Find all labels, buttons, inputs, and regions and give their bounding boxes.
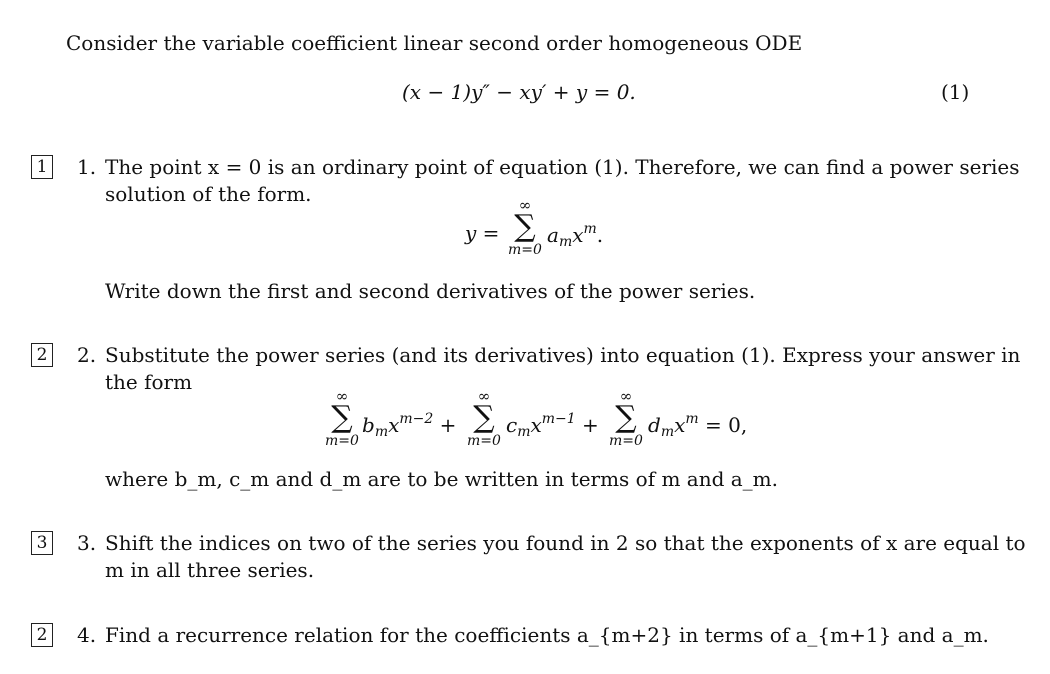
question-2-line1: Substitute the power series (and its derivatives) into equation (1). Express your answer in (105, 343, 1021, 367)
question-number-2: 2. (77, 343, 97, 367)
main-equation: (x − 1)y″ − xy′ + y = 0. (402, 80, 636, 104)
q1-sum-upper: ∞ (518, 196, 532, 214)
q2-term-3 (648, 411, 747, 440)
q2-summation-1 (322, 389, 362, 449)
q2-sum1-lower: m=0 (325, 433, 359, 449)
question-1-after: Write down the first and second derivatives of the power series. (105, 279, 756, 303)
q2-t2-sub: m (517, 424, 531, 440)
marks-box-q3: 3 (31, 531, 53, 555)
q1-formula-term (547, 221, 603, 250)
q2-t3-coef: d (648, 413, 661, 437)
q2-t1-sup: m−2 (399, 411, 434, 427)
q2-sum1-upper: ∞ (335, 387, 349, 405)
q2-sum2-lower: m=0 (467, 433, 501, 449)
question-1-line1: The point x = 0 is an ordinary point of equation (1). Therefore, we can find a power series (105, 155, 1020, 179)
question-3-line1: Shift the indices on two of the series you found in 2 so that the exponents of x are equal to (105, 531, 1026, 555)
question-number-3: 3. (77, 531, 97, 555)
q2-t3-x: x (674, 413, 686, 437)
q1-x: x (572, 223, 584, 247)
q2-t3-sup: m (685, 411, 699, 427)
q2-t3-op: = 0, (705, 413, 748, 437)
q1-coef: a (547, 223, 559, 247)
q2-t1-x: x (388, 413, 400, 437)
question-2-line2: the form (105, 370, 193, 394)
q1-x-sup: m (583, 221, 597, 237)
q2-t2-op: + (582, 413, 599, 437)
question-number-4: 4. (77, 623, 97, 647)
intro-text: Consider the variable coefficient linear second order homogeneous ODE (66, 31, 803, 55)
q2-sum1-sigma: ∑ (331, 400, 353, 435)
marks-box-q2: 2 (31, 343, 53, 367)
q2-term-1 (362, 411, 456, 440)
q2-t1-sub: m (374, 424, 389, 440)
q2-sum2-upper: ∞ (477, 387, 491, 405)
question-4-line1: Find a recurrence relation for the coefficients a_{m+2} in terms of a_{m+1} and a_m. (105, 623, 989, 647)
marks-box-q4: 2 (31, 623, 53, 647)
q2-sum3-upper: ∞ (619, 387, 633, 405)
marks-box-q1: 1 (31, 155, 53, 179)
q1-coef-sub: m (558, 234, 573, 250)
q2-t1-op: + (439, 413, 457, 437)
question-number-1: 1. (77, 155, 97, 179)
q2-t2-x: x (530, 413, 542, 437)
q1-formula-lhs: y = (465, 221, 500, 245)
q2-sum2-sigma: ∑ (473, 400, 495, 435)
q2-t2-sup: m−1 (541, 411, 576, 427)
q1-sum-sigma: ∑ (514, 209, 536, 244)
q2-sum3-sigma: ∑ (615, 400, 637, 435)
q2-sum3-lower: m=0 (609, 433, 643, 449)
q1-summation (505, 198, 545, 258)
q2-summation-3 (606, 389, 646, 449)
q2-term-2 (506, 411, 599, 440)
q2-t1-coef: b (362, 413, 375, 437)
q1-sum-lower: m=0 (508, 242, 542, 258)
q2-t2-coef: c (506, 413, 518, 437)
q1-period: . (596, 223, 604, 247)
question-2-after: where b_m, c_m and d_m are to be written in terms of m and a_m. (105, 467, 779, 491)
question-1-line2: solution of the form. (105, 182, 312, 206)
q2-summation-2 (464, 389, 504, 449)
equation-number: (1) (941, 80, 970, 104)
q2-t3-sub: m (660, 424, 675, 440)
question-3-line2: m in all three series. (105, 558, 315, 582)
